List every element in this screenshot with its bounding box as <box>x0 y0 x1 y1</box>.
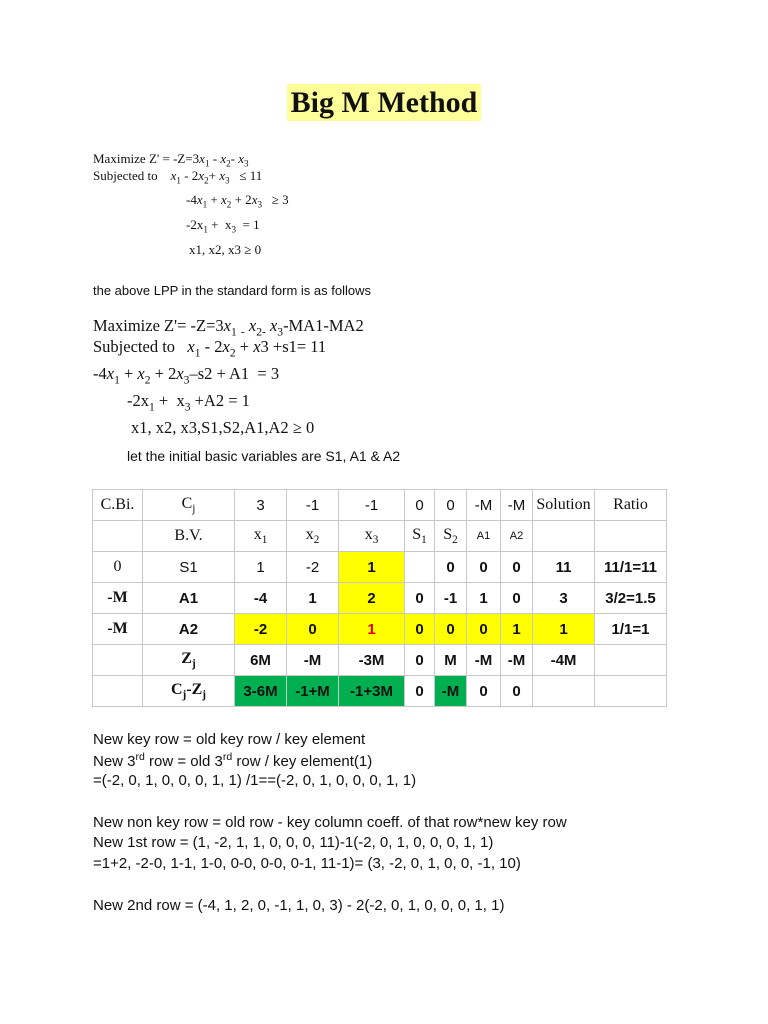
table-row <box>93 552 667 583</box>
note-line: New non key row = old row - key column coeff. of that row*new key row <box>93 814 567 831</box>
table-cell: 0 <box>467 552 501 583</box>
header-cell: Solution <box>533 490 595 521</box>
table-cell: -4M <box>533 645 595 676</box>
table-cell: 0 <box>435 614 467 645</box>
table-cell: -M <box>435 676 467 707</box>
table-variable-row <box>93 521 667 552</box>
table-cell: -M <box>93 614 143 645</box>
table-cell <box>93 676 143 707</box>
std-constraint-4: x1, x2, x3,S1,S2,A1,A2 ≥ 0 <box>131 418 315 437</box>
header-cell: $S_2$ <box>435 521 467 552</box>
standard-intro: the above LPP in the standard form is as follows <box>93 283 371 298</box>
table-cell: 3/2=1.5 <box>595 583 667 614</box>
table-cell <box>93 521 143 552</box>
constraint-2: $-4x_1 + x_2 + 2x_3 \ge 3$ <box>186 192 289 210</box>
zj-row <box>93 645 667 676</box>
table-cell: 0 <box>287 614 339 645</box>
table-cell <box>533 676 595 707</box>
table-cell: 3-6M <box>235 676 287 707</box>
table-cell: $C_j-Z_j$ <box>143 676 235 707</box>
table-cell: S1 <box>143 552 235 583</box>
note-line: New key row = old key row / key element <box>93 731 366 748</box>
table-cell: -1 <box>435 583 467 614</box>
table-cell: 0 <box>405 583 435 614</box>
header-cell: C.Bi. <box>93 490 143 521</box>
table-cell <box>93 645 143 676</box>
table-header-row <box>93 490 667 521</box>
header-cell: A1 <box>467 521 501 552</box>
table-cell: 3 <box>533 583 595 614</box>
header-cell: 3 <box>235 490 287 521</box>
table-cell <box>595 676 667 707</box>
header-cell: 0 <box>405 490 435 521</box>
table-cell <box>533 521 595 552</box>
table-cell: 1 <box>287 583 339 614</box>
std-objective: Maximize $Z'= -Z=3x_1$ $_-$ $x_{2-}$ $x_3-MA1-MA2$ <box>93 316 364 339</box>
table-cell: 0 <box>93 552 143 583</box>
table-cell <box>595 521 667 552</box>
table-cell: A2 <box>143 614 235 645</box>
key-element-cell: 1 <box>339 614 405 645</box>
table-cell: 1 <box>235 552 287 583</box>
table-cell: 0 <box>405 614 435 645</box>
table-cell: -M <box>93 583 143 614</box>
page-title: Big M Method <box>0 86 768 120</box>
header-cell: $S_1$ <box>405 521 435 552</box>
header-cell: A2 <box>501 521 533 552</box>
cj-zj-row <box>93 676 667 707</box>
note-line: New 1st row = (1, -2, 1, 1, 0, 0, 0, 11)-1(-2, 0, 1, 0, 0, 0, 1, 1) <box>93 834 494 851</box>
note-line: New 2nd row = (-4, 1, 2, 0, -1, 1, 0, 3) - 2(-2, 0, 1, 0, 0, 0, 1, 1) <box>93 897 505 914</box>
table-cell: 1 <box>501 614 533 645</box>
table-cell: 1/1=1 <box>595 614 667 645</box>
header-cell: -M <box>467 490 501 521</box>
header-cell: $x_3$ <box>339 521 405 552</box>
table-cell: 0 <box>501 583 533 614</box>
constraint-1: Subjected to $x_1 - 2x_2+ x_3 \le 11$ <box>93 168 263 186</box>
initial-basic-variables: let the initial basic variables are S1, A1 & A2 <box>127 448 401 464</box>
table-cell: 0 <box>435 552 467 583</box>
table-cell: $Z_j$ <box>143 645 235 676</box>
header-cell: -M <box>501 490 533 521</box>
header-cell: $C_j$ <box>143 490 235 521</box>
simplex-table <box>92 489 667 707</box>
table-cell <box>405 552 435 583</box>
note-line: New 3rd row = old 3rd row / key element(1) <box>93 751 373 770</box>
table-cell: -M <box>467 645 501 676</box>
table-cell: -2 <box>235 614 287 645</box>
table-cell: 0 <box>501 676 533 707</box>
table-cell: 1 <box>339 552 405 583</box>
table-cell: 1 <box>467 583 501 614</box>
note-line: =(-2, 0, 1, 0, 0, 0, 1, 1) /1==(-2, 0, 1, 0, 0, 0, 1, 1) <box>93 772 417 789</box>
header-cell: Ratio <box>595 490 667 521</box>
table-cell: -M <box>287 645 339 676</box>
header-cell: -1 <box>287 490 339 521</box>
table-cell: 0 <box>405 645 435 676</box>
table-cell: 11/1=11 <box>595 552 667 583</box>
table-row <box>93 583 667 614</box>
table-cell: 0 <box>467 676 501 707</box>
constraint-3: $-2x_1 + x_3 = 1$ <box>186 217 260 235</box>
header-cell: $x_1$ <box>235 521 287 552</box>
objective-line: Maximize $Z' = -Z=3x_1 - x_2-$ $x_3$ <box>93 151 249 169</box>
table-cell: -4 <box>235 583 287 614</box>
table-cell: -M <box>501 645 533 676</box>
header-cell: 0 <box>435 490 467 521</box>
note-line: =1+2, -2-0, 1-1, 1-0, 0-0, 0-0, 0-1, 11-1)= (3, -2, 0, 1, 0, 0, -1, 10) <box>93 855 521 872</box>
table-cell: 1 <box>533 614 595 645</box>
table-cell: 0 <box>405 676 435 707</box>
table-cell: -1+3M <box>339 676 405 707</box>
std-constraint-2: $-4x_1 + x_2 + 2x_3-s2 + A1 = 3$ <box>93 364 280 387</box>
table-cell: 6M <box>235 645 287 676</box>
table-cell: 0 <box>467 614 501 645</box>
table-cell: -1+M <box>287 676 339 707</box>
header-cell: -1 <box>339 490 405 521</box>
table-cell: 11 <box>533 552 595 583</box>
table-cell: 0 <box>501 552 533 583</box>
header-cell: $x_2$ <box>287 521 339 552</box>
table-cell: 2 <box>339 583 405 614</box>
table-cell <box>595 645 667 676</box>
table-cell: M <box>435 645 467 676</box>
std-constraint-3: $-2x_1 + x_3 +A2 = 1$ <box>127 391 250 414</box>
table-cell: -3M <box>339 645 405 676</box>
std-constraint-1: Subjected to $x_1 - 2x_2 + x3 +s1= 11$ <box>93 337 327 360</box>
table-cell: -2 <box>287 552 339 583</box>
key-row <box>93 614 667 645</box>
table-cell: A1 <box>143 583 235 614</box>
header-cell: B.V. <box>143 521 235 552</box>
constraint-4: x1, x2, x3 ≥ 0 <box>189 242 262 257</box>
